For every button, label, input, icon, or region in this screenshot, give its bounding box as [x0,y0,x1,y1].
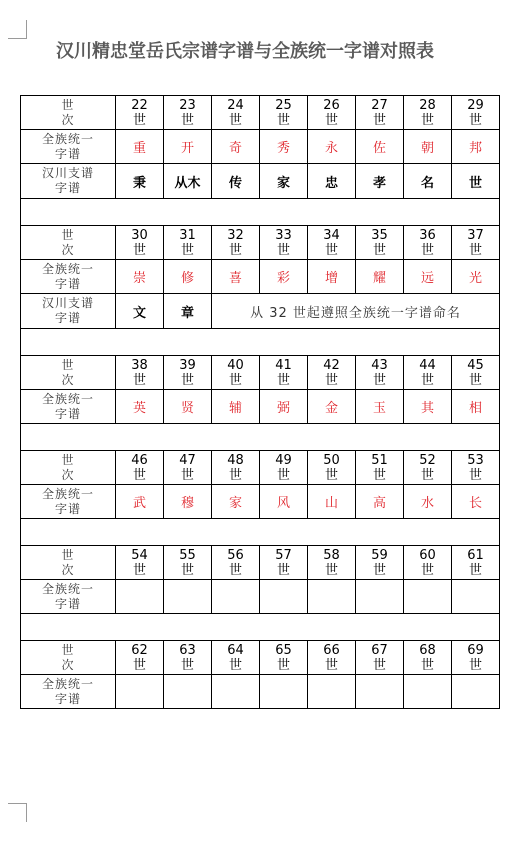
generation-number: 24 [227,97,244,113]
generation-label-line2: 次 [61,467,75,482]
generation-label-line1: 世 [61,547,75,562]
generation-suffix: 世 [372,562,386,578]
unified-char-cell: 耀 [356,260,404,294]
generation-label-line1: 世 [61,642,75,657]
generation-suffix: 世 [180,467,194,483]
generation-suffix: 世 [468,467,482,483]
generation-suffix: 世 [324,112,338,128]
unified-char-cell: 喜 [212,260,260,294]
generation-label-cell [21,546,116,580]
generation-label-line1: 世 [61,357,75,372]
unified-char-cell: 永 [308,130,356,164]
generation-suffix: 世 [420,467,434,483]
unified-label-cell [21,260,116,294]
generation-cell [452,96,500,130]
generation-suffix: 世 [468,657,482,673]
generation-cell [212,356,260,390]
unified-char-cell [404,580,452,614]
unified-char-cell: 崇 [116,260,164,294]
generation-label-cell [21,96,116,130]
branch-name-row [21,294,500,329]
branch-name-row [21,164,500,199]
generation-number: 36 [419,227,436,243]
generation-cell [308,451,356,485]
unified-label-cell [21,675,116,709]
generation-suffix: 世 [324,562,338,578]
generation-cell [260,451,308,485]
generation-suffix: 世 [324,372,338,388]
branch-label-cell [21,294,116,329]
generation-row [21,356,500,390]
unified-label-line2: 字谱 [54,406,81,421]
generation-suffix: 世 [276,657,290,673]
unified-char-cell [452,675,500,709]
generation-number: 33 [275,227,292,243]
generation-number: 22 [131,97,148,113]
generation-cell [452,356,500,390]
generation-number: 67 [371,642,388,658]
generation-number: 61 [467,547,484,563]
generation-suffix: 世 [132,242,146,258]
generation-cell [356,641,404,675]
generation-number: 42 [323,357,340,373]
generation-number: 41 [275,357,292,373]
generation-number: 34 [323,227,340,243]
unified-char-cell: 远 [404,260,452,294]
branch-char-cell: 孝 [356,164,404,199]
spacer-row [21,199,500,226]
generation-suffix: 世 [420,242,434,258]
generation-suffix: 世 [420,372,434,388]
unified-char-cell [116,580,164,614]
generation-label-line2: 次 [61,112,75,127]
generation-cell [404,641,452,675]
unified-label-line1: 全族统一 [41,581,94,596]
generation-label-line2: 次 [61,372,75,387]
generation-number: 59 [371,547,388,563]
spacer-cell [21,614,500,641]
generation-cell [164,96,212,130]
generation-cell [404,356,452,390]
generation-cell [164,451,212,485]
unified-char-cell [164,675,212,709]
unified-char-cell: 高 [356,485,404,519]
unified-char-cell [116,675,164,709]
unified-char-cell [260,580,308,614]
spacer-cell [21,424,500,451]
generation-cell [212,641,260,675]
generation-number: 51 [371,452,388,468]
generation-label-line2: 次 [61,657,75,672]
generation-number: 47 [179,452,196,468]
unified-label-line1: 全族统一 [41,261,94,276]
unified-char-cell: 穆 [164,485,212,519]
generation-number: 38 [131,357,148,373]
generation-number: 60 [419,547,436,563]
generation-suffix: 世 [420,112,434,128]
generation-number: 29 [467,97,484,113]
generation-suffix: 世 [228,562,242,578]
generation-cell [452,546,500,580]
generation-number: 53 [467,452,484,468]
generation-cell [212,226,260,260]
unified-char-cell [164,580,212,614]
generation-cell [116,451,164,485]
spacer-cell [21,519,500,546]
unified-char-cell [212,580,260,614]
unified-char-cell: 奇 [212,130,260,164]
generation-number: 45 [467,357,484,373]
unified-char-cell: 彩 [260,260,308,294]
generation-cell [308,226,356,260]
generation-number: 55 [179,547,196,563]
generation-cell [260,546,308,580]
generation-suffix: 世 [180,372,194,388]
generation-cell [260,641,308,675]
generation-cell [452,451,500,485]
generation-number: 65 [275,642,292,658]
unified-char-cell: 增 [308,260,356,294]
unified-name-row [21,485,500,519]
unified-char-cell: 朝 [404,130,452,164]
generation-suffix: 世 [132,112,146,128]
unified-char-cell: 秀 [260,130,308,164]
unified-char-cell [356,580,404,614]
unified-label-cell [21,130,116,164]
unified-char-cell [308,675,356,709]
generation-suffix: 世 [276,467,290,483]
generation-cell [116,546,164,580]
generation-number: 37 [467,227,484,243]
generation-number: 35 [371,227,388,243]
generation-row [21,96,500,130]
generation-suffix: 世 [276,112,290,128]
generation-number: 68 [419,642,436,658]
generation-number: 57 [275,547,292,563]
generation-suffix: 世 [228,372,242,388]
generation-number: 48 [227,452,244,468]
unified-label-line1: 全族统一 [41,131,94,146]
generation-suffix: 世 [276,372,290,388]
unified-name-row [21,260,500,294]
generation-cell [164,356,212,390]
unified-char-cell: 山 [308,485,356,519]
generation-number: 54 [131,547,148,563]
generation-number: 64 [227,642,244,658]
generation-number: 30 [131,227,148,243]
unified-char-cell: 水 [404,485,452,519]
unified-char-cell: 武 [116,485,164,519]
generation-number: 50 [323,452,340,468]
generation-number: 52 [419,452,436,468]
unified-char-cell: 佐 [356,130,404,164]
unified-label-line2: 字谱 [54,146,81,161]
generation-cell [212,96,260,130]
generation-number: 44 [419,357,436,373]
unified-name-row [21,390,500,424]
generation-suffix: 世 [228,242,242,258]
branch-char-cell: 名 [404,164,452,199]
generation-number: 63 [179,642,196,658]
generation-number: 27 [371,97,388,113]
generation-number: 25 [275,97,292,113]
generation-number: 62 [131,642,148,658]
spacer-row [21,424,500,451]
generation-cell [116,356,164,390]
generation-cell [308,356,356,390]
generation-cell [308,96,356,130]
unified-char-cell [260,675,308,709]
generation-label-cell [21,451,116,485]
generation-suffix: 世 [324,242,338,258]
unified-label-cell [21,580,116,614]
branch-char-cell: 忠 [308,164,356,199]
generation-number: 69 [467,642,484,658]
generation-suffix: 世 [468,372,482,388]
unified-label-line1: 全族统一 [41,486,94,501]
generation-number: 56 [227,547,244,563]
generation-suffix: 世 [228,467,242,483]
unified-char-cell [404,675,452,709]
unified-char-cell [356,675,404,709]
unified-char-cell: 风 [260,485,308,519]
branch-label-line2: 字谱 [54,181,81,195]
generation-number: 49 [275,452,292,468]
generation-cell [212,451,260,485]
generation-suffix: 世 [468,112,482,128]
generation-suffix: 世 [372,657,386,673]
page-corner-mark-bottom [8,803,27,822]
spacer-cell [21,199,500,226]
generation-suffix: 世 [276,242,290,258]
generation-label-line1: 世 [61,97,75,112]
generation-cell [260,96,308,130]
branch-char-cell: 家 [260,164,308,199]
generation-suffix: 世 [372,242,386,258]
unified-name-row [21,130,500,164]
unified-char-cell: 光 [452,260,500,294]
branch-note-cell: 从 32 世起遵照全族统一字谱命名 [212,294,500,329]
unified-label-line1: 全族统一 [41,676,94,691]
generation-number: 31 [179,227,196,243]
generation-number: 28 [419,97,436,113]
branch-char-cell: 从木 [164,164,212,199]
spacer-cell [21,329,500,356]
generation-cell [356,546,404,580]
unified-char-cell: 长 [452,485,500,519]
branch-char-cell: 章 [164,294,212,329]
branch-label-line1: 汉川支谱 [41,296,94,310]
generation-number: 23 [179,97,196,113]
generation-label-line2: 次 [61,242,75,257]
unified-label-line2: 字谱 [54,691,81,706]
generation-number: 46 [131,452,148,468]
generation-suffix: 世 [420,562,434,578]
generation-number: 40 [227,357,244,373]
unified-char-cell [452,580,500,614]
generation-cell [356,226,404,260]
generation-suffix: 世 [468,562,482,578]
unified-char-cell: 弼 [260,390,308,424]
generation-cell [404,451,452,485]
generation-suffix: 世 [228,112,242,128]
page-title: 汉川精忠堂岳氏宗谱字谱与全族统一字谱对照表 [56,41,434,62]
generation-number: 32 [227,227,244,243]
unified-label-line1: 全族统一 [41,391,94,406]
generation-number: 39 [179,357,196,373]
generation-cell [212,546,260,580]
generation-suffix: 世 [132,467,146,483]
generation-suffix: 世 [372,372,386,388]
generation-cell [116,226,164,260]
unified-char-cell: 重 [116,130,164,164]
unified-label-line2: 字谱 [54,596,81,611]
generation-label-line1: 世 [61,227,75,242]
unified-char-cell: 英 [116,390,164,424]
generation-row [21,641,500,675]
unified-char-cell: 其 [404,390,452,424]
generation-number: 43 [371,357,388,373]
unified-char-cell [212,675,260,709]
generation-suffix: 世 [132,657,146,673]
unified-char-cell: 家 [212,485,260,519]
generation-number: 26 [323,97,340,113]
generation-cell [164,641,212,675]
generation-suffix: 世 [180,242,194,258]
unified-label-cell [21,485,116,519]
generation-suffix: 世 [132,372,146,388]
generation-cell [404,96,452,130]
generation-cell [116,96,164,130]
generation-suffix: 世 [132,562,146,578]
generation-cell [452,226,500,260]
branch-label-cell [21,164,116,199]
unified-char-cell: 金 [308,390,356,424]
generation-row [21,451,500,485]
generation-comparison-table [20,95,500,709]
generation-suffix: 世 [372,467,386,483]
generation-label-cell [21,226,116,260]
generation-cell [164,546,212,580]
unified-char-cell: 相 [452,390,500,424]
unified-char-cell: 邦 [452,130,500,164]
generation-cell [164,226,212,260]
generation-suffix: 世 [468,242,482,258]
generation-cell [308,546,356,580]
generation-suffix: 世 [228,657,242,673]
generation-cell [356,96,404,130]
branch-label-line2: 字谱 [54,311,81,325]
generation-number: 58 [323,547,340,563]
generation-suffix: 世 [324,467,338,483]
generation-row [21,546,500,580]
generation-label-cell [21,641,116,675]
generation-suffix: 世 [180,562,194,578]
unified-char-cell [308,580,356,614]
generation-label-line2: 次 [61,562,75,577]
branch-char-cell: 世 [452,164,500,199]
unified-name-row [21,580,500,614]
generation-cell [404,226,452,260]
generation-cell [356,451,404,485]
generation-cell [116,641,164,675]
generation-cell [404,546,452,580]
unified-label-line2: 字谱 [54,501,81,516]
generation-label-cell [21,356,116,390]
spacer-row [21,329,500,356]
spacer-row [21,519,500,546]
unified-char-cell: 贤 [164,390,212,424]
generation-cell [260,356,308,390]
generation-suffix: 世 [276,562,290,578]
generation-cell [356,356,404,390]
generation-suffix: 世 [372,112,386,128]
generation-cell [260,226,308,260]
generation-cell [308,641,356,675]
generation-number: 66 [323,642,340,658]
generation-row [21,226,500,260]
table-body [21,96,500,709]
branch-char-cell: 文 [116,294,164,329]
unified-label-cell [21,390,116,424]
generation-cell [452,641,500,675]
branch-char-cell: 传 [212,164,260,199]
generation-suffix: 世 [180,657,194,673]
generation-suffix: 世 [420,657,434,673]
unified-label-line2: 字谱 [54,276,81,291]
generation-suffix: 世 [324,657,338,673]
branch-char-cell: 秉 [116,164,164,199]
unified-char-cell: 玉 [356,390,404,424]
branch-label-line1: 汉川支谱 [41,166,94,180]
generation-label-line1: 世 [61,452,75,467]
generation-suffix: 世 [180,112,194,128]
unified-char-cell: 修 [164,260,212,294]
page-corner-mark-top [8,20,27,39]
unified-char-cell: 辅 [212,390,260,424]
unified-name-row [21,675,500,709]
spacer-row [21,614,500,641]
unified-char-cell: 开 [164,130,212,164]
